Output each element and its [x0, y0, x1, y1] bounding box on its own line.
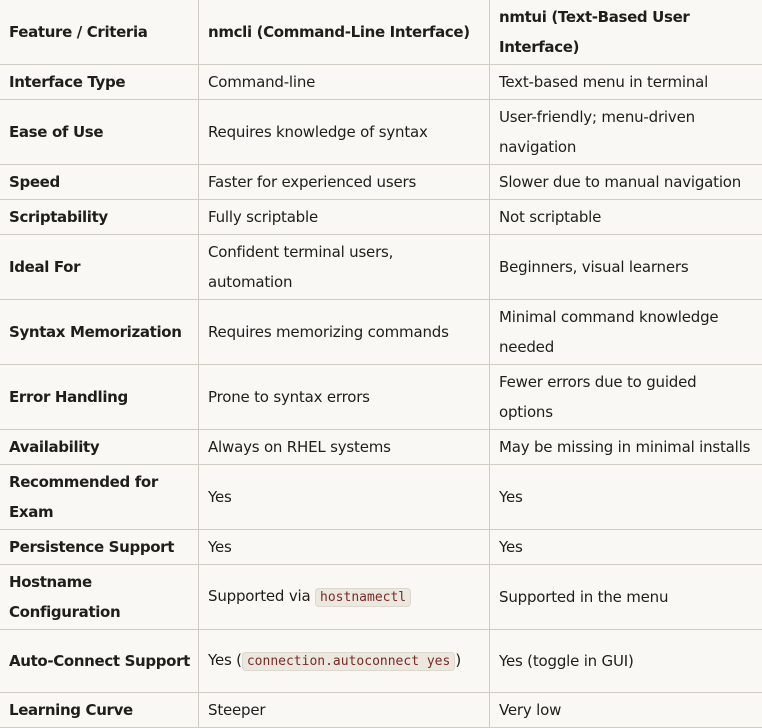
- nmcli-cell: Yes: [199, 465, 490, 530]
- header-row: [0, 0, 762, 65]
- feature-cell: Auto-Connect Support: [0, 630, 199, 693]
- feature-cell: Ease of Use: [0, 100, 199, 165]
- nmcli-cell: Prone to syntax errors: [199, 365, 490, 430]
- nmcli-text-suffix: ): [455, 651, 461, 669]
- table-row: [0, 300, 762, 365]
- header-feature: Feature / Criteria: [0, 0, 199, 65]
- feature-cell: Scriptability: [0, 200, 199, 235]
- nmtui-cell: Beginners, visual learners: [490, 235, 762, 300]
- feature-cell: Syntax Memorization: [0, 300, 199, 365]
- feature-cell: Learning Curve: [0, 693, 199, 728]
- nmcli-cell: [199, 630, 490, 693]
- nmtui-cell: May be missing in minimal installs: [490, 430, 762, 465]
- table-row: [0, 693, 762, 728]
- nmcli-text: Yes (: [208, 651, 242, 669]
- table-row: [0, 530, 762, 565]
- nmcli-cell: Confident terminal users, automation: [199, 235, 490, 300]
- inline-code: connection.autoconnect yes: [242, 652, 456, 671]
- nmtui-cell: Very low: [490, 693, 762, 728]
- feature-cell: Persistence Support: [0, 530, 199, 565]
- table-row: [0, 630, 762, 693]
- feature-cell: Availability: [0, 430, 199, 465]
- nmtui-cell: Supported in the menu: [490, 565, 762, 630]
- nmcli-cell: Requires knowledge of syntax: [199, 100, 490, 165]
- nmtui-cell: User-friendly; menu-driven navigation: [490, 100, 762, 165]
- feature-cell: Interface Type: [0, 65, 199, 100]
- feature-cell: Ideal For: [0, 235, 199, 300]
- table-row: [0, 235, 762, 300]
- nmcli-cell: Command-line: [199, 65, 490, 100]
- nmcli-cell: [199, 565, 490, 630]
- table-header: [0, 0, 762, 65]
- nmcli-cell: Always on RHEL systems: [199, 430, 490, 465]
- header-nmtui: nmtui (Text-Based User Interface): [490, 0, 762, 65]
- nmtui-cell: Slower due to manual navigation: [490, 165, 762, 200]
- table-row: [0, 430, 762, 465]
- header-nmcli: nmcli (Command-Line Interface): [199, 0, 490, 65]
- feature-cell: Speed: [0, 165, 199, 200]
- inline-code: hostnamectl: [315, 588, 411, 607]
- nmcli-cell: Faster for experienced users: [199, 165, 490, 200]
- nmtui-cell: Yes (toggle in GUI): [490, 630, 762, 693]
- nmcli-cell: Fully scriptable: [199, 200, 490, 235]
- table-body: [0, 65, 762, 728]
- feature-cell: Error Handling: [0, 365, 199, 430]
- table-row: [0, 465, 762, 530]
- nmtui-cell: Fewer errors due to guided options: [490, 365, 762, 430]
- nmtui-cell: Minimal command knowledge needed: [490, 300, 762, 365]
- table-row: [0, 100, 762, 165]
- nmtui-cell: Not scriptable: [490, 200, 762, 235]
- nmtui-cell: Text-based menu in terminal: [490, 65, 762, 100]
- table-row: [0, 65, 762, 100]
- nmcli-cell: Steeper: [199, 693, 490, 728]
- feature-cell: Hostname Configuration: [0, 565, 199, 630]
- table-row: [0, 200, 762, 235]
- table-row: [0, 565, 762, 630]
- table-row: [0, 165, 762, 200]
- nmtui-cell: Yes: [490, 465, 762, 530]
- table-row: [0, 365, 762, 430]
- nmtui-cell: Yes: [490, 530, 762, 565]
- feature-cell: Recommended for Exam: [0, 465, 199, 530]
- nmcli-cell: Yes: [199, 530, 490, 565]
- nmcli-cell: Requires memorizing commands: [199, 300, 490, 365]
- nmcli-text: Supported via: [208, 587, 315, 605]
